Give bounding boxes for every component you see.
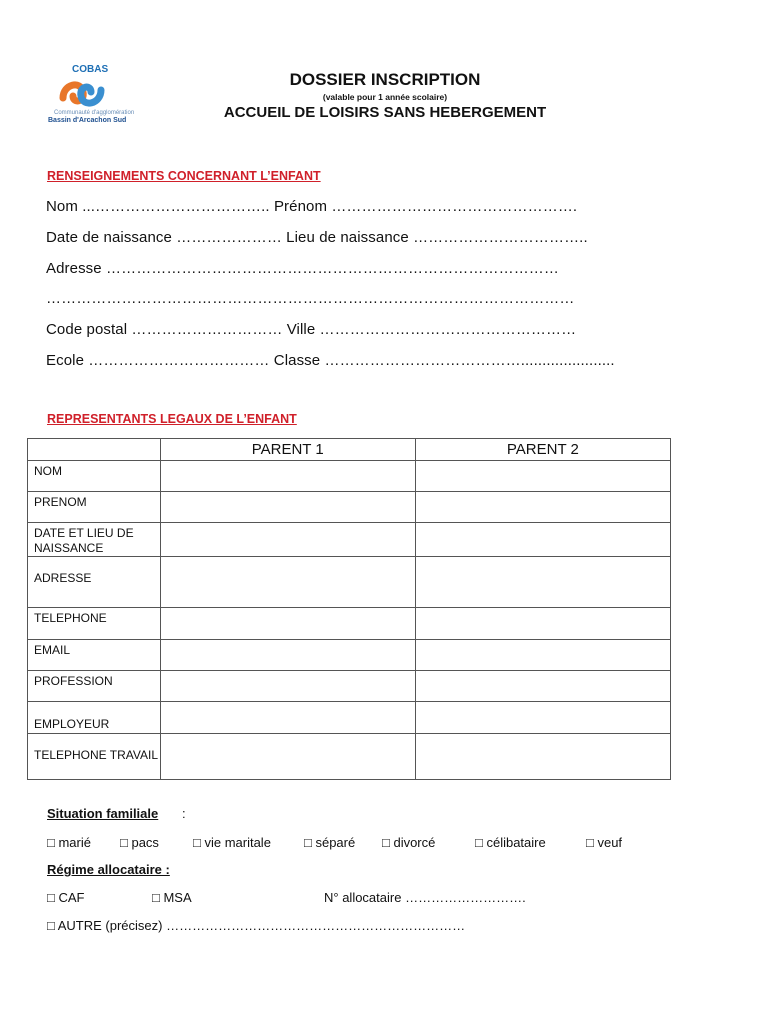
- logo-line1: Communauté d'agglomération: [54, 110, 135, 116]
- numero-allocataire-field[interactable]: N° allocataire ……………………….: [324, 890, 526, 905]
- naissance-field[interactable]: Date de naissance ………………… Lieu de naissance ……………………………..: [46, 229, 588, 246]
- table-row: [28, 492, 671, 523]
- table-row: [28, 608, 671, 640]
- table-row: [28, 461, 671, 492]
- child-section-heading: RENSEIGNEMENTS CONCERNANT L’ENFANT: [47, 169, 321, 183]
- option-vie-maritale[interactable]: □ vie maritale: [193, 835, 271, 850]
- parent2-nom-cell[interactable]: [415, 461, 670, 492]
- parent1-prenom-cell[interactable]: [160, 492, 415, 523]
- parent1-employeur-cell[interactable]: [160, 702, 415, 734]
- row-label: DATE ET LIEU DE NAISSANCE: [28, 523, 161, 557]
- row-label: PROFESSION: [28, 671, 161, 702]
- option-divorce[interactable]: □ divorcé: [382, 835, 436, 850]
- row-label: TELEPHONE TRAVAIL: [28, 734, 161, 780]
- option-caf[interactable]: □ CAF: [47, 890, 85, 905]
- option-veuf[interactable]: □ veuf: [586, 835, 623, 850]
- row-label: TELEPHONE: [28, 608, 161, 640]
- parent1-naissance-cell[interactable]: [160, 523, 415, 557]
- table-row: [28, 557, 671, 608]
- table-row: [28, 640, 671, 671]
- adresse-field[interactable]: Adresse ………………………………………………………………………………: [46, 260, 559, 277]
- parent1-telephone-cell[interactable]: [160, 608, 415, 640]
- parent1-nom-cell[interactable]: [160, 461, 415, 492]
- logo-brand: COBAS: [72, 64, 109, 75]
- row-label: ADRESSE: [28, 557, 161, 608]
- option-pacs[interactable]: □ pacs: [120, 835, 159, 850]
- row-label: EMAIL: [28, 640, 161, 671]
- parent1-adresse-cell[interactable]: [160, 557, 415, 608]
- table-row: [28, 671, 671, 702]
- parents-table: [27, 438, 671, 780]
- page-subtitle: ACCUEIL DE LOISIRS SANS HEBERGEMENT: [223, 104, 547, 121]
- row-label: EMPLOYEUR: [28, 702, 161, 734]
- row-label: PRENOM: [28, 492, 161, 523]
- parent2-email-cell[interactable]: [415, 640, 670, 671]
- option-separe[interactable]: □ séparé: [304, 835, 356, 850]
- adresse-continued-field[interactable]: ……………………………………………………………………………………………: [46, 290, 575, 307]
- table-row: [28, 702, 671, 734]
- situation-familiale-title: Situation familiale: [47, 806, 159, 821]
- nom-prenom-field[interactable]: Nom ...…………………………….. Prénom ………………………………………….: [46, 198, 578, 215]
- parent2-naissance-cell[interactable]: [415, 523, 670, 557]
- table-row: [28, 523, 671, 557]
- page-title: DOSSIER INSCRIPTION: [289, 70, 481, 89]
- table-row: [28, 734, 671, 780]
- parents-section-heading: REPRESENTANTS LEGAUX DE L’ENFANT: [47, 412, 297, 426]
- parent2-profession-cell[interactable]: [415, 671, 670, 702]
- parent1-header: PARENT 1: [160, 439, 415, 461]
- code-postal-ville-field[interactable]: Code postal ………………………… Ville ……………………………………………: [46, 321, 577, 338]
- ecole-classe-field[interactable]: Ecole ……………………………… Classe …………………………………......................: [46, 352, 615, 369]
- regime-allocataire-title: Régime allocataire :: [47, 862, 170, 877]
- table-corner: [28, 439, 161, 461]
- option-marie[interactable]: □ marié: [47, 835, 91, 850]
- parent2-telephone-travail-cell[interactable]: [415, 734, 670, 780]
- parent2-telephone-cell[interactable]: [415, 608, 670, 640]
- parent1-profession-cell[interactable]: [160, 671, 415, 702]
- option-autre-field[interactable]: □ AUTRE (précisez) ……………………………………………………………: [47, 918, 466, 933]
- situation-colon: :: [182, 806, 186, 821]
- row-label: NOM: [28, 461, 161, 492]
- option-celibataire[interactable]: □ célibataire: [475, 835, 546, 850]
- parent2-adresse-cell[interactable]: [415, 557, 670, 608]
- parent2-employeur-cell[interactable]: [415, 702, 670, 734]
- logo-line2: Bassin d'Arcachon Sud: [48, 117, 127, 124]
- option-msa[interactable]: □ MSA: [152, 890, 192, 905]
- validity-note: (valable pour 1 année scolaire): [322, 92, 448, 102]
- parent2-prenom-cell[interactable]: [415, 492, 670, 523]
- parent2-header: PARENT 2: [415, 439, 670, 461]
- parent1-email-cell[interactable]: [160, 640, 415, 671]
- parent1-telephone-travail-cell[interactable]: [160, 734, 415, 780]
